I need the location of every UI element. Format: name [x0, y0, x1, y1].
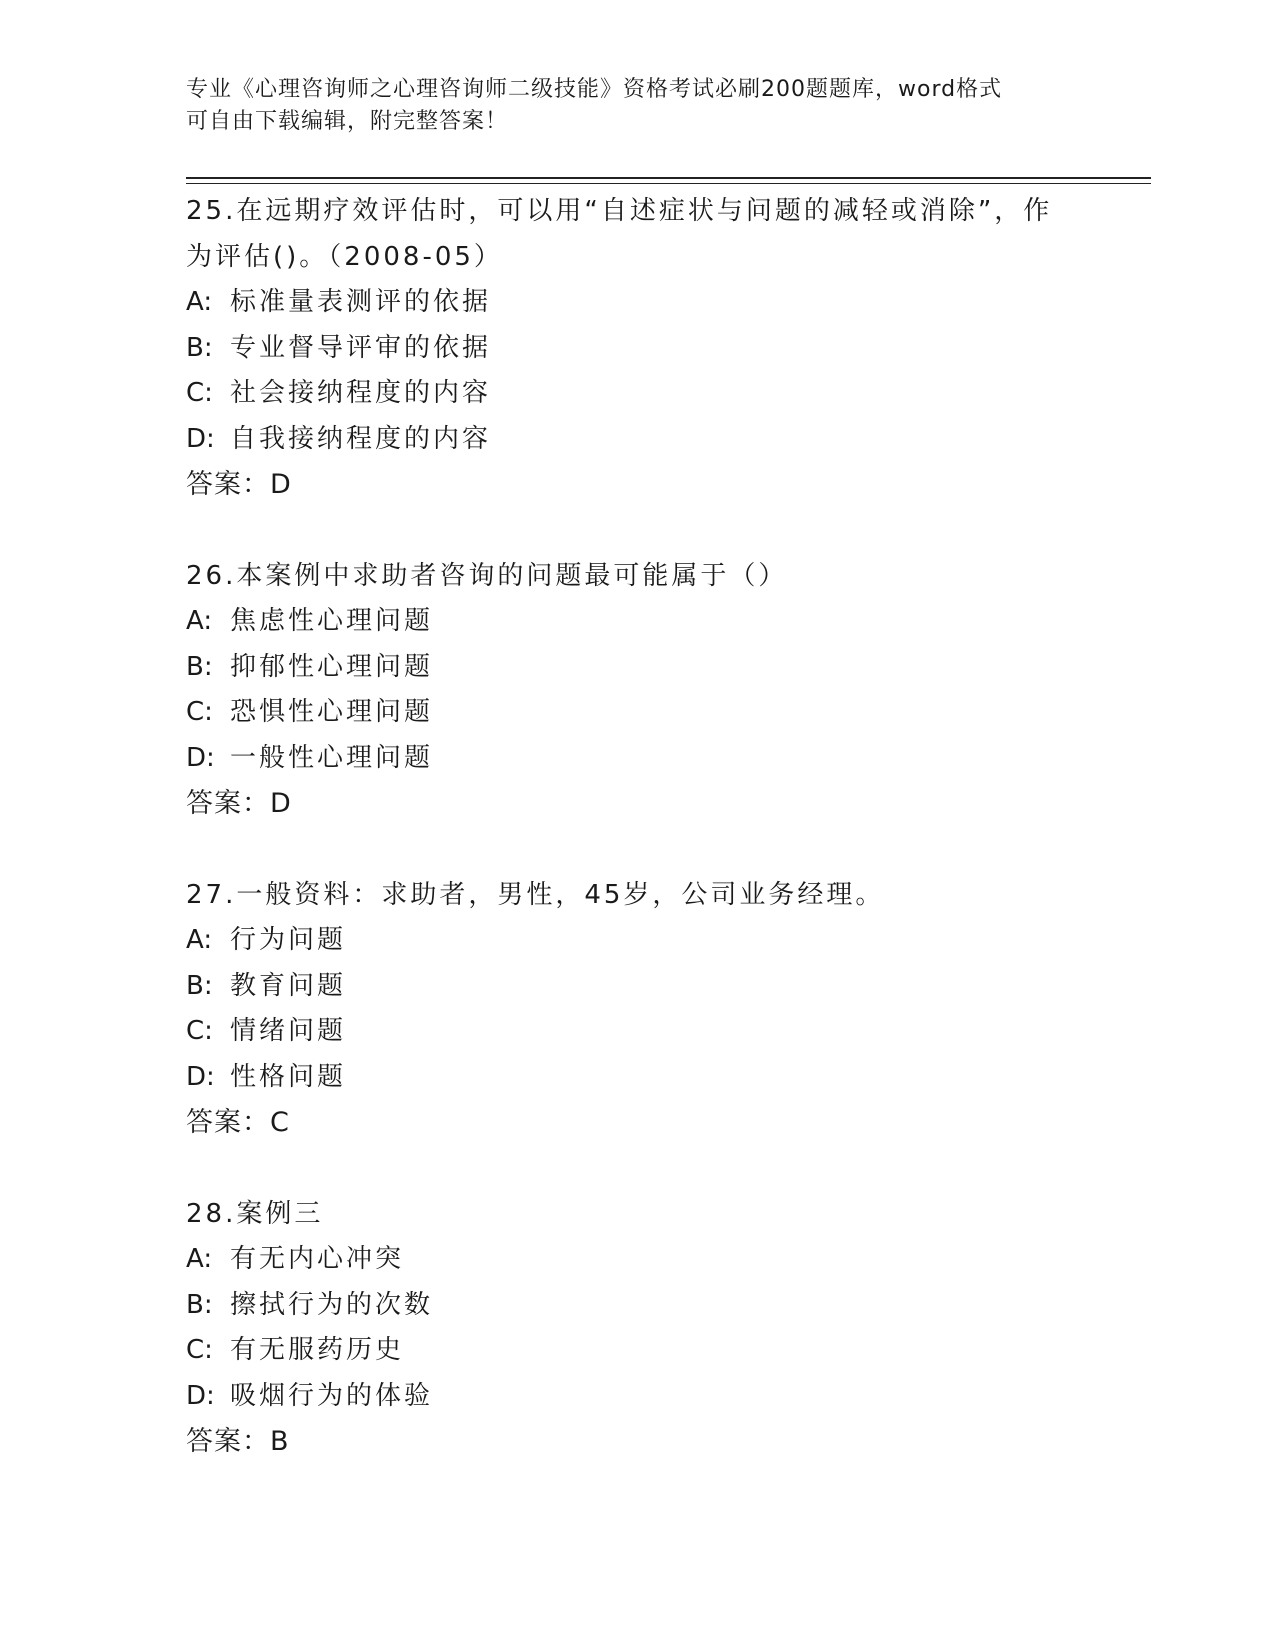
- option-letter: D:: [186, 742, 215, 773]
- option-letter: D:: [186, 1380, 215, 1411]
- question-stem-line: 28.案例三: [186, 1198, 324, 1229]
- question-block: [186, 873, 1106, 1146]
- answer-line: 答案：C: [186, 1107, 290, 1138]
- option-letter: D:: [186, 1061, 215, 1092]
- option-row: [186, 280, 1106, 326]
- question-block: [186, 1192, 1106, 1465]
- question-block: [186, 554, 1106, 827]
- option-text: 擦拭行为的次数: [230, 1289, 434, 1320]
- option-row: [186, 1055, 1106, 1101]
- option-letter: A:: [186, 287, 213, 317]
- document-header: [186, 74, 1086, 138]
- option-letter: C:: [186, 1335, 213, 1365]
- header-rule-thin: [186, 183, 1151, 184]
- option-letter: A:: [186, 606, 213, 636]
- option-row: [186, 599, 1106, 645]
- header-rule-thick: [186, 177, 1151, 179]
- option-letter: D:: [186, 423, 215, 454]
- question-stem-line: 为评估()。（2008-05）: [186, 241, 503, 272]
- option-letter: C:: [186, 1016, 213, 1046]
- option-row: [186, 736, 1106, 782]
- option-row: [186, 371, 1106, 417]
- header-line-2: 可自由下载编辑，附完整答案！: [186, 109, 509, 134]
- option-text: 一般性心理问题: [230, 742, 434, 773]
- option-letter: A:: [186, 925, 213, 955]
- option-text: 有无服药历史: [230, 1335, 405, 1365]
- option-text: 专业督导评审的依据: [230, 332, 492, 363]
- option-text: 情绪问题: [230, 1016, 347, 1046]
- option-text: 性格问题: [230, 1061, 347, 1092]
- header-line-1: 专业《心理咨询师之心理咨询师二级技能》资格考试必刷200题题库，word格式: [186, 77, 1003, 102]
- option-text: 恐惧性心理问题: [230, 697, 434, 727]
- option-text: 标准量表测评的依据: [230, 287, 492, 317]
- answer-line: 答案：B: [186, 1426, 290, 1457]
- option-row: [186, 964, 1106, 1010]
- question-stem-line: 25.在远期疗效评估时，可以用“自述症状与问题的减轻或消除”，作: [186, 196, 1053, 226]
- option-text: 社会接纳程度的内容: [230, 378, 492, 408]
- option-letter: C:: [186, 697, 213, 727]
- option-text: 自我接纳程度的内容: [230, 423, 492, 454]
- option-letter: B:: [186, 651, 213, 682]
- question-stem-line: 27.一般资料：求助者，男性，45岁，公司业务经理。: [186, 879, 885, 910]
- option-letter: A:: [186, 1244, 213, 1274]
- option-row: [186, 690, 1106, 736]
- option-letter: B:: [186, 1289, 213, 1320]
- option-row: [186, 326, 1106, 372]
- option-row: [186, 417, 1106, 463]
- question-list: [186, 189, 1106, 1511]
- option-text: 行为问题: [230, 925, 347, 955]
- answer-line: 答案：D: [186, 788, 292, 819]
- option-text: 焦虑性心理问题: [230, 606, 434, 636]
- option-row: [186, 1237, 1106, 1283]
- option-letter: C:: [186, 378, 213, 408]
- option-row: [186, 645, 1106, 691]
- option-row: [186, 1374, 1106, 1420]
- option-row: [186, 1009, 1106, 1055]
- question-block: [186, 189, 1106, 508]
- option-text: 吸烟行为的体验: [230, 1380, 434, 1411]
- answer-line: 答案：D: [186, 469, 292, 500]
- option-text: 教育问题: [230, 970, 347, 1001]
- option-text: 抑郁性心理问题: [230, 651, 434, 682]
- option-letter: B:: [186, 332, 213, 363]
- question-stem-line: 26.本案例中求助者咨询的问题最可能属于（）: [186, 560, 788, 591]
- option-letter: B:: [186, 970, 213, 1001]
- option-row: [186, 1283, 1106, 1329]
- option-row: [186, 1328, 1106, 1374]
- option-row: [186, 918, 1106, 964]
- option-text: 有无内心冲突: [230, 1244, 405, 1274]
